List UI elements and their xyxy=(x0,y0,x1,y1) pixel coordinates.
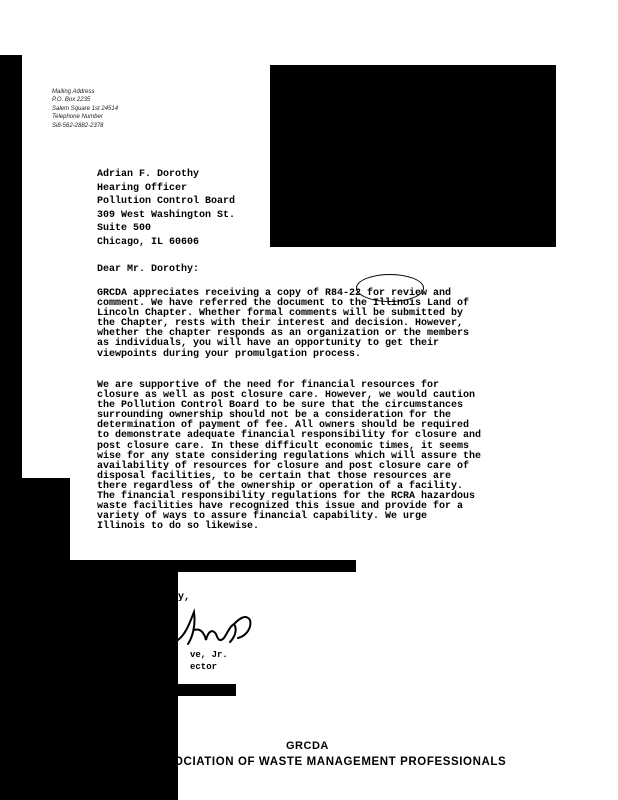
mailing-address-line: Mailing Address xyxy=(52,89,95,95)
recipient-line: Hearing Officer xyxy=(97,182,188,194)
recipient-address xyxy=(97,168,235,249)
redaction-block-small-bar xyxy=(178,684,236,696)
salutation: Dear Mr. Dorothy: xyxy=(97,264,200,275)
recipient-line: Pollution Control Board xyxy=(97,196,236,207)
mailing-address-line: Si8-562-2882-2378 xyxy=(52,122,104,129)
handwritten-circle-annotation xyxy=(356,274,424,302)
mailing-address-block xyxy=(52,88,118,130)
body-paragraph-1: GRCDA appreciates receiving a copy of R84-22 for review and comment. We have referred the document to the Illinois Land of Lincoln Chapter. Whether formal comments will be submitted by the Chapter, rests with their interest and decision. However, whether the chapter responds as an organization or the members as individuals, you will have an opportunity to get their viewpoints during your promulgation process. xyxy=(97,288,470,360)
body-paragraph-2: We are supportive of the need for financial resources for closure as well as post closure care. However, we would caution the Pollution Control Board to be sure that the circumstances surrounding ownership should not be a consideration for the determination of payment of fee. All owners should be required to demonstrate adequate financial responsibility for closure and post closure care. In these difficult economic times, it seems wise for any state considering regulations which will assure the availability of resources for closure and post closure care of disposal facilities, to be certain that those resources are there regardless of the ownership or operation of a facility. The financial responsibility regulations for the RCRA hazardous waste facilities have recognized this issue and provide for a variety of ways to assure financial capability. We urge Illinois to do so likewise. xyxy=(97,380,482,533)
valediction: ly, xyxy=(172,592,191,603)
org-abbreviation: GRCDA xyxy=(286,740,329,752)
recipient-line: 309 West Washington St. xyxy=(97,209,236,221)
org-full-name: OCIATION OF WASTE MANAGEMENT PROFESSIONALS xyxy=(174,756,507,768)
redaction-block-lower-band xyxy=(0,560,356,572)
signer-title: ector xyxy=(190,662,218,672)
recipient-line: Chicago, IL 60606 xyxy=(97,236,200,248)
mailing-address-line: Salem Square 1st 24514 xyxy=(52,105,119,112)
signer-name: ve, Jr. xyxy=(190,650,228,660)
recipient-line: Suite 500 xyxy=(97,223,152,234)
redaction-block-lower-left xyxy=(0,572,178,800)
mailing-address-line: Telephone Number xyxy=(52,114,103,121)
handwritten-signature xyxy=(176,604,256,650)
mailing-address-line: P.O. Box 2235 xyxy=(52,97,91,104)
redaction-block-top-right xyxy=(270,65,556,247)
recipient-line: Adrian F. Dorothy xyxy=(97,169,200,180)
